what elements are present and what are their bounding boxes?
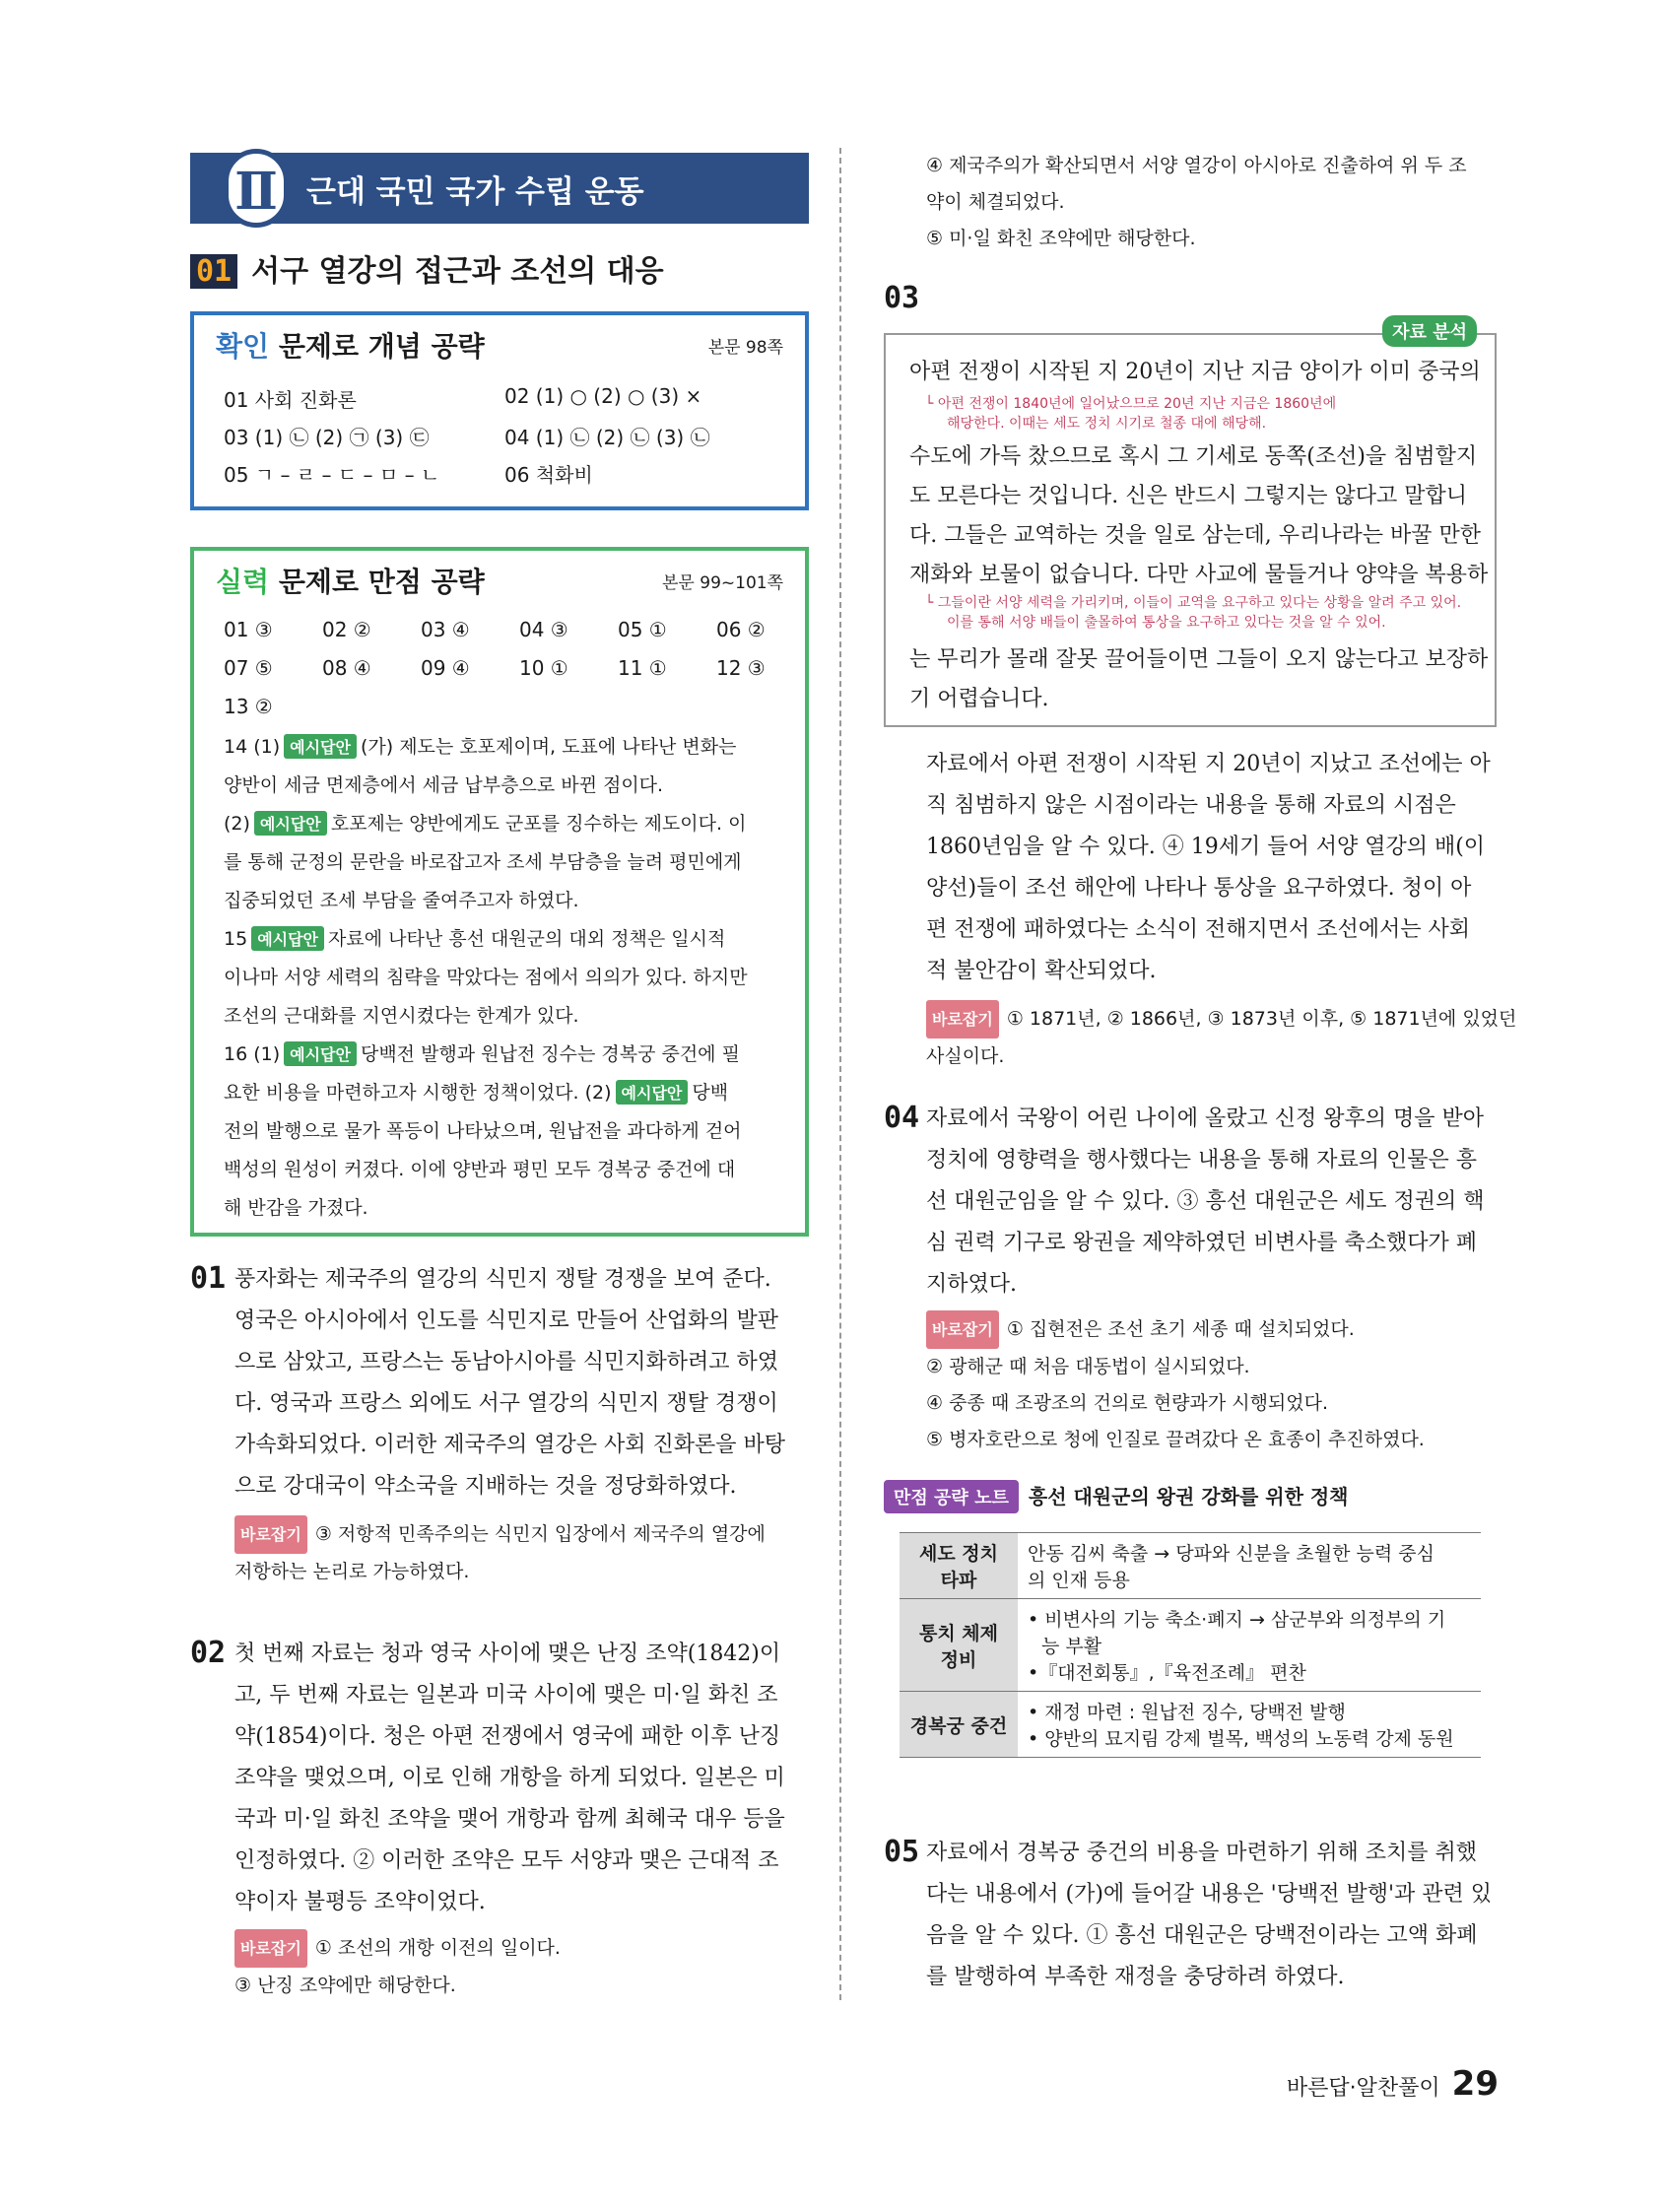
section-title-text: 서구 열강의 접근과 조선의 대응 [251,254,664,289]
unit-banner [190,153,809,224]
concept-heading-keyword: 확인 [216,330,270,363]
note-title: 흥선 대원군의 왕권 강화를 위한 정책 [1028,1485,1349,1508]
q02-fix: 바로잡기 ① 조선의 개항 이전의 일이다. ③ 난징 조약에만 해당한다. [234,1929,561,2004]
table-row-header: 경복궁 중건 [900,1692,1018,1758]
practice-answer: 07 ⑤ [224,656,273,680]
policy-table [900,1532,1481,1758]
handwritten-note: └ 아편 전쟁이 1840년에 일어났으므로 20년 지난 지금은 1860년에 해당한다. 이때는 세도 정치 시기로 철종 대에 해당해. [925,396,1337,432]
practice-answer: 13 ② [224,695,273,718]
example-answer-tag: 예시답안 [251,926,324,951]
q14-line: (2) 예시답안 호포제는 양반에게도 군포를 징수하는 제도이다. 이 [224,813,747,835]
concept-answer: 04 (1) ㉡ (2) ㉡ (3) ㉡ [504,426,710,449]
concept-answer: 06 척화비 [504,463,593,487]
column-divider [839,148,841,2000]
q02-fix-continued: ④ 제국주의가 확산되면서 서양 열강이 아시아로 진출하여 위 두 조 약이 체결되었다. ⑤ 미·일 화친 조약에만 해당한다. [926,155,1467,249]
example-answer-tag: 예시답안 [284,734,357,759]
table-row [900,1692,1481,1758]
page-number: 29 [1451,2064,1499,2104]
practice-answer: 02 ② [322,618,371,641]
page-footer [1287,2064,1499,2104]
q03-explanation: 자료에서 아편 전쟁이 시작된 지 20년이 지났고 조선에는 아 직 침범하지 않은 시점이라는 내용을 통해 자료의 시점은 1860년임을 알 수 있다. ④ 19세기 들어 서양 열강의 배(이 양선)들이 조선 해안에 나타나 통상을 요구하였다. 청이 아 편 전쟁에 패하였다는 소식이 전해지면서 조선에서는 사회 적 불안감이 확산되었다. [926,752,1491,983]
concept-review-box [190,311,809,510]
practice-answer: 11 ① [618,656,667,680]
practice-answer: 09 ④ [421,656,470,680]
practice-box-heading [216,561,485,600]
q14-line: 양반이 세금 면제층에서 세금 납부층으로 바뀐 점이다. [224,774,664,796]
example-answer-tag: 예시답안 [616,1080,689,1105]
practice-answer: 12 ③ [716,656,766,680]
q15-line: 15 예시답안 자료에 나타난 흥선 대원군의 대외 정책은 일시적 [224,928,726,950]
section-number: 01 [190,254,237,289]
concept-answer: 01 사회 진화론 [224,388,357,412]
source-analysis-box [884,322,1497,727]
practice-heading-text: 문제로 만점 공략 [278,566,485,598]
practice-answer: 08 ④ [322,656,371,680]
table-row-header: 통치 체제 정비 [900,1599,1018,1692]
table-cell: • 재정 마련 : 원납전 징수, 당백전 발행 • 양반의 묘지림 강제 벌목, 백성의 노동력 강제 동원 [1018,1692,1481,1758]
q04-explanation: 자료에서 국왕이 어린 나이에 올랐고 신정 왕후의 명을 받아 정치에 영향력을 행사했다는 내용을 통해 자료의 인물은 흥 선 대원군임을 알 수 있다. ③ 흥선 대원군은 세도 정권의 핵 심 권력 기구로 왕권을 제약하였던 비변사를 축소했다가 폐 지하였다. [926,1106,1485,1297]
practice-page-ref: 본문 99~101쪽 [662,573,783,593]
practice-answer: 06 ② [716,618,766,641]
practice-answer: 01 ③ [224,618,273,641]
q01-explanation: 풍자화는 제국주의 열강의 식민지 쟁탈 경쟁을 보여 준다. 영국은 아시아에서 인도를 식민지로 만들어 산업화의 발판 으로 삼았고, 프랑스는 동남아시아를 식민지화하려고 하였 다. 영국과 프랑스 외에도 서구 열강의 식민지 쟁탈 경쟁이 가속화되었다. 이러한 제국주의 열강은 사회 진화론을 바탕 으로 강대국이 약소국을 지배하는 것을 정당화하였다. [234,1267,786,1499]
q14-line: 를 통해 군정의 문란을 바로잡고자 조세 부담층을 늘려 평민에게 [224,851,742,873]
question-number: 03 [884,281,920,315]
q16-line: 백성의 원성이 커졌다. 이에 양반과 평민 모두 경복궁 중건에 대 [224,1159,736,1180]
practice-answer: 05 ① [618,618,667,641]
q16-line: 전의 발행으로 물가 폭등이 나타났으며, 원납전을 과다하게 걷어 [224,1120,742,1142]
source-text: 아편 전쟁이 시작된 지 20년이 지난 지금 양이가 이미 중국의 수도에 가득 찼으므로 혹시 그 기세로 동쪽(조선)을 침범할지 도 모른다는 것입니다. 신은 반드시 그렇지는 않다고 말합니 다. 그들은 교역하는 것을 일로 삼는데, 우리나라는 바꿀 만한 재화와 보물이 없습니다. 다만 사교에 물들거나 양약을 복용하 는 무리가 몰래 잘못 끌어들이면 그들이 오지 않는다고 보장하 기 어렵습니다. [909,360,1489,711]
q16-line: 16 (1) 예시답안 당백전 발행과 원납전 징수는 경복궁 중건에 필 [224,1043,740,1065]
q03-fix: 바로잡기 ① 1871년, ② 1866년, ③ 1873년 이후, ⑤ 1871년에 있었던 사실이다. [926,1000,1516,1075]
practice-box [190,547,809,1237]
q14-line: 집중되었던 조세 부담을 줄여주고자 하였다. [224,890,579,911]
practice-answer: 10 ① [519,656,568,680]
table-row-header: 세도 정치 타파 [900,1533,1018,1599]
example-answer-tag: 예시답안 [254,811,327,836]
example-answer-tag: 예시답안 [284,1041,357,1066]
question-number: 01 [190,1261,227,1296]
question-number: 04 [884,1101,920,1135]
practice-answer: 04 ③ [519,618,568,641]
q02-explanation: 첫 번째 자료는 청과 영국 사이에 맺은 난징 조약(1842)이 고, 두 번째 자료는 일본과 미국 사이에 맺은 미·일 화친 조 약(1854)이다. 청은 아편 전쟁에서 영국에 패한 이후 난징 조약을 맺었으며, 이로 인해 개항을 하게 되었다. 일본은 미 국과 미·일 화친 조약을 맺어 개항과 함께 최혜국 대우 등을 인정하였다. ② 이러한 조약은 모두 서양과 맺은 근대적 조 약이자 불평등 조약이었다. [234,1642,785,1914]
practice-heading-keyword: 실력 [216,566,270,598]
q15-line: 조선의 근대화를 지연시켰다는 한계가 있다. [224,1005,579,1027]
practice-answer: 03 ④ [421,618,470,641]
fix-label: 바로잡기 [234,1929,307,1968]
concept-page-ref: 본문 98쪽 [707,338,783,358]
q05-explanation: 자료에서 경복궁 중건의 비용을 마련하기 위해 조치를 취했 다는 내용에서 (가)에 들어갈 내용은 '당백전 발행'과 관련 있 음을 알 수 있다. ① 흥선 대원군은 당백전이라는 고액 화폐 를 발행하여 부족한 재정을 충당하려 하였다. [926,1841,1493,1989]
fix-label: 바로잡기 [926,1000,999,1039]
q14-line: 14 (1) 예시답안 (가) 제도는 호포제이며, 도표에 나타난 변화는 [224,736,737,758]
table-row [900,1533,1481,1599]
question-number: 05 [884,1835,920,1869]
q16-line: 요한 비용을 마련하고자 시행한 정책이었다. (2) 예시답안 당백 [224,1082,729,1104]
concept-box-heading [216,325,485,365]
source-analysis-label: 자료 분석 [1382,315,1477,347]
unit-title: 근대 국민 국가 수립 운동 [306,174,644,210]
q04-fix: 바로잡기 ① 집현전은 조선 초기 세종 때 설치되었다. ② 광해군 때 처음 대동법이 실시되었다. ④ 중종 때 조광조의 건의로 현량과가 시행되었다. ⑤ 병자호란으로 청에 인질로 끌려갔다 온 효종이 추진하였다. [926,1310,1425,1458]
concept-answer: 05 ㄱ – ㄹ – ㄷ – ㅁ – ㄴ [224,463,440,487]
q01-fix: 바로잡기 ③ 저항적 민족주의는 식민지 입장에서 제국주의 열강에 저항하는 논리로 가능하였다. [234,1515,766,1590]
concept-heading-text: 문제로 개념 공략 [278,330,485,363]
concept-answer: 02 (1) ○ (2) ○ (3) × [504,384,702,408]
fix-label: 바로잡기 [926,1310,999,1349]
table-cell: • 비변사의 기능 축소·폐지 → 삼군부와 의정부의 기 능 부활 •『대전회통』,『육전조례』 편찬 [1018,1599,1481,1692]
note-header [884,1480,1497,1515]
q16-line: 해 반감을 가졌다. [224,1197,368,1219]
footer-book-title: 바른답·알찬풀이 [1286,2076,1440,2101]
section-title [190,246,664,290]
unit-number: Ⅱ [224,149,289,228]
handwritten-note: └ 그들이란 서양 세력을 가리키며, 이들이 교역을 요구하고 있다는 상황을 알려 주고 있어. 이를 통해 서양 배들이 출몰하여 통상을 요구하고 있다는 것을 알 수 있어. [925,595,1462,631]
question-number: 02 [190,1636,227,1670]
table-cell: 안동 김씨 축출 → 당파와 신분을 초월한 능력 중심 의 인재 등용 [1018,1533,1481,1599]
table-row [900,1599,1481,1692]
fix-label: 바로잡기 [234,1515,307,1554]
note-badge: 만점 공략 노트 [884,1480,1019,1513]
q15-line: 이나마 서양 세력의 침략을 막았다는 점에서 의의가 있다. 하지만 [224,967,748,988]
concept-answer: 03 (1) ㉡ (2) ㉠ (3) ㉢ [224,426,430,449]
